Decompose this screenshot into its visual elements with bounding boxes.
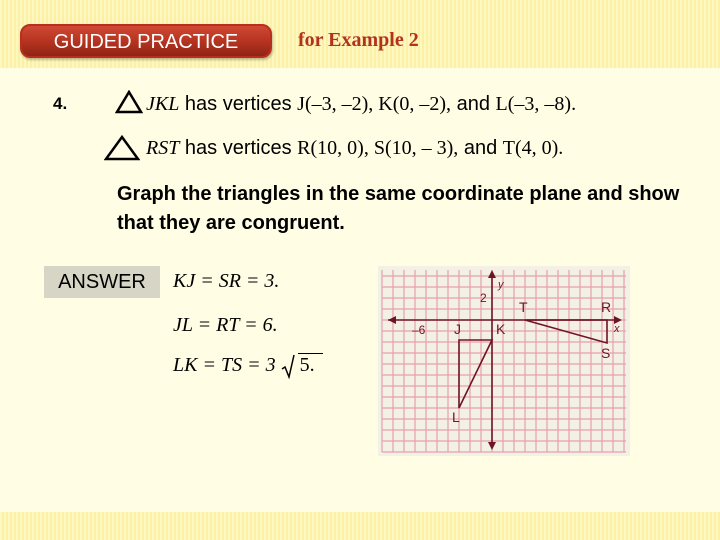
point-label-r: R — [601, 299, 612, 315]
bottom-decorative-band — [0, 512, 720, 540]
triangle-jkl-line — [146, 93, 576, 116]
answer-line-2: JL = RT = 6. — [173, 314, 278, 336]
point-label-k: K — [496, 321, 506, 337]
point-label-t: T — [519, 299, 528, 315]
and-text: and — [451, 93, 496, 115]
and-text: and — [458, 137, 503, 159]
x-axis-label: x — [614, 323, 620, 335]
triangle-icon — [115, 90, 143, 114]
sqrt-radicand: 5. — [298, 353, 323, 376]
triangle-rst-line — [146, 137, 563, 160]
answer-line-3 — [173, 354, 323, 377]
answer-line-3-prefix: LK = TS = 3 — [173, 354, 276, 376]
guided-practice-banner: GUIDED PRACTICE — [20, 24, 272, 58]
vertex-t: T(4, 0). — [502, 137, 564, 159]
has-vertices-text: has vertices — [179, 93, 298, 115]
triangle-icon — [104, 135, 140, 161]
triangle-rst-name: RST — [146, 137, 180, 159]
tick-label-neg6: –6 — [412, 323, 426, 337]
graph-background — [378, 266, 630, 456]
vertices-rs: R(10, 0), S(10, – 3), — [297, 137, 459, 159]
triangle-jkl-name: JKL — [146, 93, 180, 115]
point-label-s: S — [601, 345, 611, 361]
y-axis-label: y — [498, 279, 504, 291]
problem-number: 4. — [53, 94, 68, 113]
coordinate-graph — [378, 266, 630, 456]
example-reference: for Example 2 — [298, 29, 419, 51]
vertex-l: L(–3, –8). — [495, 93, 577, 115]
instructions-text: Graph the triangles in the same coordinate plane and show that they are congruent. — [117, 183, 680, 234]
vertices-jk: J(–3, –2), K(0, –2), — [297, 93, 452, 115]
answer-label: ANSWER — [44, 266, 160, 298]
answer-line-1: KJ = SR = 3. — [173, 270, 280, 292]
has-vertices-text: has vertices — [179, 137, 298, 159]
tick-label-2: 2 — [480, 291, 487, 305]
point-label-l: L — [452, 409, 460, 425]
point-label-j: J — [454, 321, 461, 337]
